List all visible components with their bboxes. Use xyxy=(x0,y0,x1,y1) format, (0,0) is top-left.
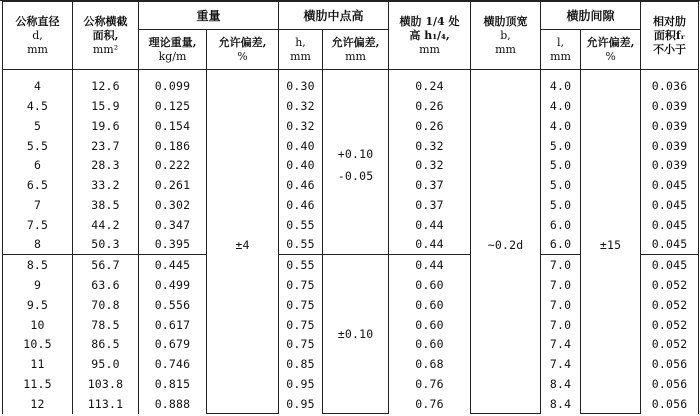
cell-weight: 0.261 xyxy=(139,175,207,195)
cell-mid-h: 0.46 xyxy=(279,175,323,195)
cell-area: 23.7 xyxy=(73,136,139,156)
cell-gap-l: 7.0 xyxy=(541,315,581,335)
cell-gap-l: 4.0 xyxy=(541,96,581,116)
cell-gap-l: 7.4 xyxy=(541,354,581,374)
cell-mid-h: 0.55 xyxy=(279,235,323,255)
cell-weight: 0.395 xyxy=(139,235,207,255)
cell-mid-h: 0.95 xyxy=(279,394,323,414)
cell-quarter-height: 0.76 xyxy=(389,374,471,394)
cell-area: 86.5 xyxy=(73,334,139,354)
header-area: 公称横截 面积, mm² xyxy=(73,2,139,70)
cell-diameter: 6 xyxy=(3,155,73,175)
cell-weight: 0.222 xyxy=(139,155,207,175)
cell-mid-h: 0.32 xyxy=(279,116,323,136)
cell-gap-l: 5.0 xyxy=(541,136,581,156)
cell-quarter-height: 0.60 xyxy=(389,315,471,335)
header-weight-group: 重量 xyxy=(139,2,279,30)
cell-relative-area: 0.056 xyxy=(641,374,699,394)
cell-area: 95.0 xyxy=(73,354,139,374)
cell-quarter-height: 0.44 xyxy=(389,215,471,235)
cell-weight: 0.186 xyxy=(139,136,207,156)
cell-area: 28.3 xyxy=(73,155,139,175)
cell-weight: 0.154 xyxy=(139,116,207,136)
cell-quarter-height: 0.60 xyxy=(389,275,471,295)
cell-gap-l: 8.4 xyxy=(541,374,581,394)
cell-weight: 0.445 xyxy=(139,255,207,275)
cell-quarter-height: 0.37 xyxy=(389,195,471,215)
cell-mid-h: 0.75 xyxy=(279,315,323,335)
cell-relative-area: 0.039 xyxy=(641,136,699,156)
cell-quarter-height: 0.24 xyxy=(389,70,471,97)
cell-area: 103.8 xyxy=(73,374,139,394)
cell-mid-h: 0.55 xyxy=(279,255,323,275)
cell-diameter: 8 xyxy=(3,235,73,255)
cell-relative-area: 0.045 xyxy=(641,255,699,275)
cell-gap-l: 6.0 xyxy=(541,235,581,255)
cell-diameter: 8.5 xyxy=(3,255,73,275)
cell-area: 78.5 xyxy=(73,315,139,335)
cell-gap-l: 7.0 xyxy=(541,295,581,315)
cell-weight: 0.302 xyxy=(139,195,207,215)
cell-area: 56.7 xyxy=(73,255,139,275)
cell-gap-l: 6.0 xyxy=(541,215,581,235)
cell-mid-h: 0.75 xyxy=(279,275,323,295)
cell-quarter-height: 0.32 xyxy=(389,136,471,156)
cell-diameter: 4.5 xyxy=(3,96,73,116)
cell-mid-h: 0.30 xyxy=(279,70,323,97)
cell-relative-area: 0.052 xyxy=(641,334,699,354)
cell-gap-l: 7.0 xyxy=(541,275,581,295)
cell-relative-area: 0.039 xyxy=(641,116,699,136)
cell-relative-area: 0.039 xyxy=(641,96,699,116)
table-body xyxy=(3,70,699,414)
rebar-spec-table xyxy=(2,1,699,414)
cell-diameter: 5 xyxy=(3,116,73,136)
cell-mid-h: 0.55 xyxy=(279,215,323,235)
cell-mid-h: 0.75 xyxy=(279,295,323,315)
cell-quarter-height: 0.76 xyxy=(389,394,471,414)
cell-relative-area: 0.045 xyxy=(641,175,699,195)
cell-weight: 0.125 xyxy=(139,96,207,116)
cell-diameter: 7 xyxy=(3,195,73,215)
table-row xyxy=(3,70,699,97)
header-mid-tolerance: 允许偏差, mm xyxy=(323,30,389,70)
cell-area: 12.6 xyxy=(73,70,139,97)
cell-weight: 0.556 xyxy=(139,295,207,315)
cell-mid-tolerance-2: ±0.10 xyxy=(323,255,389,414)
cell-area: 70.8 xyxy=(73,295,139,315)
cell-weight: 0.499 xyxy=(139,275,207,295)
header-gap-group: 横肋间隙 xyxy=(541,2,641,30)
cell-mid-h: 0.46 xyxy=(279,195,323,215)
cell-relative-area: 0.045 xyxy=(641,215,699,235)
cell-relative-area: 0.056 xyxy=(641,394,699,414)
cell-gap-l: 8.4 xyxy=(541,394,581,414)
header-weight-theory: 理论重量, kg/m xyxy=(139,30,207,70)
cell-quarter-height: 0.44 xyxy=(389,255,471,275)
cell-mid-h: 0.85 xyxy=(279,354,323,374)
cell-relative-area: 0.036 xyxy=(641,70,699,97)
cell-area: 63.6 xyxy=(73,275,139,295)
cell-area: 50.3 xyxy=(73,235,139,255)
cell-diameter: 12 xyxy=(3,394,73,414)
header-mid-group: 横肋中点高 xyxy=(279,2,389,30)
cell-mid-h: 0.32 xyxy=(279,96,323,116)
cell-weight: 0.888 xyxy=(139,394,207,414)
header-gap-l: l, mm xyxy=(541,30,581,70)
cell-gap-l: 4.0 xyxy=(541,70,581,97)
cell-relative-area: 0.056 xyxy=(641,354,699,374)
cell-diameter: 6.5 xyxy=(3,175,73,195)
cell-relative-area: 0.045 xyxy=(641,195,699,215)
mid-tol-lower: -0.05 xyxy=(337,169,374,184)
cell-quarter-height: 0.37 xyxy=(389,175,471,195)
cell-mid-h: 0.95 xyxy=(279,374,323,394)
cell-relative-area: 0.052 xyxy=(641,275,699,295)
cell-quarter-height: 0.60 xyxy=(389,334,471,354)
cell-gap-l: 5.0 xyxy=(541,175,581,195)
cell-gap-l: 5.0 xyxy=(541,195,581,215)
cell-weight: 0.679 xyxy=(139,334,207,354)
cell-area: 113.1 xyxy=(73,394,139,414)
header-weight-tolerance: 允许偏差, % xyxy=(207,30,279,70)
cell-weight: 0.815 xyxy=(139,374,207,394)
cell-diameter: 9.5 xyxy=(3,295,73,315)
cell-weight: 0.099 xyxy=(139,70,207,97)
cell-mid-h: 0.40 xyxy=(279,155,323,175)
cell-diameter: 11.5 xyxy=(3,374,73,394)
cell-area: 33.2 xyxy=(73,175,139,195)
cell-weight: 0.746 xyxy=(139,354,207,374)
header-gap-tolerance: 允许偏差, % xyxy=(581,30,641,70)
cell-area: 15.9 xyxy=(73,96,139,116)
cell-mid-h: 0.40 xyxy=(279,136,323,156)
cell-relative-area: 0.052 xyxy=(641,295,699,315)
cell-diameter: 11 xyxy=(3,354,73,374)
header-diameter: 公称直径 d, mm xyxy=(3,2,73,70)
header-quarter-height: 横肋 1/4 处 高 h₁/₄, mm xyxy=(389,2,471,70)
cell-gap-l: 4.0 xyxy=(541,116,581,136)
cell-relative-area: 0.052 xyxy=(641,315,699,335)
cell-quarter-height: 0.32 xyxy=(389,155,471,175)
cell-relative-area: 0.045 xyxy=(641,235,699,255)
cell-quarter-height: 0.68 xyxy=(389,354,471,374)
cell-diameter: 9 xyxy=(3,275,73,295)
cell-diameter: 7.5 xyxy=(3,215,73,235)
cell-gap-l: 5.0 xyxy=(541,155,581,175)
header-mid-h: h, mm xyxy=(279,30,323,70)
cell-weight: 0.347 xyxy=(139,215,207,235)
cell-diameter: 10 xyxy=(3,315,73,335)
cell-area: 38.5 xyxy=(73,195,139,215)
cell-area: 44.2 xyxy=(73,215,139,235)
header-relative-area: 相对肋 面积fᵣ 不小于 xyxy=(641,2,699,70)
cell-quarter-height: 0.60 xyxy=(389,295,471,315)
cell-gap-l: 7.4 xyxy=(541,334,581,354)
header-top-width: 横肋顶宽 b, mm xyxy=(471,2,541,70)
cell-quarter-height: 0.44 xyxy=(389,235,471,255)
cell-mid-h: 0.75 xyxy=(279,334,323,354)
cell-quarter-height: 0.26 xyxy=(389,96,471,116)
cell-gap-tolerance: ±15 xyxy=(581,70,641,414)
cell-relative-area: 0.039 xyxy=(641,155,699,175)
cell-weight: 0.617 xyxy=(139,315,207,335)
mid-tol-upper: +0.10 xyxy=(337,147,374,162)
cell-gap-l: 7.0 xyxy=(541,255,581,275)
cell-diameter: 5.5 xyxy=(3,136,73,156)
cell-diameter: 4 xyxy=(3,70,73,97)
cell-diameter: 10.5 xyxy=(3,334,73,354)
cell-quarter-height: 0.26 xyxy=(389,116,471,136)
cell-area: 19.6 xyxy=(73,116,139,136)
cell-top-width: ~0.2d xyxy=(471,70,541,414)
cell-weight-tolerance: ±4 xyxy=(207,70,279,414)
table-header xyxy=(3,2,699,70)
cell-mid-tolerance-1 xyxy=(323,70,389,255)
